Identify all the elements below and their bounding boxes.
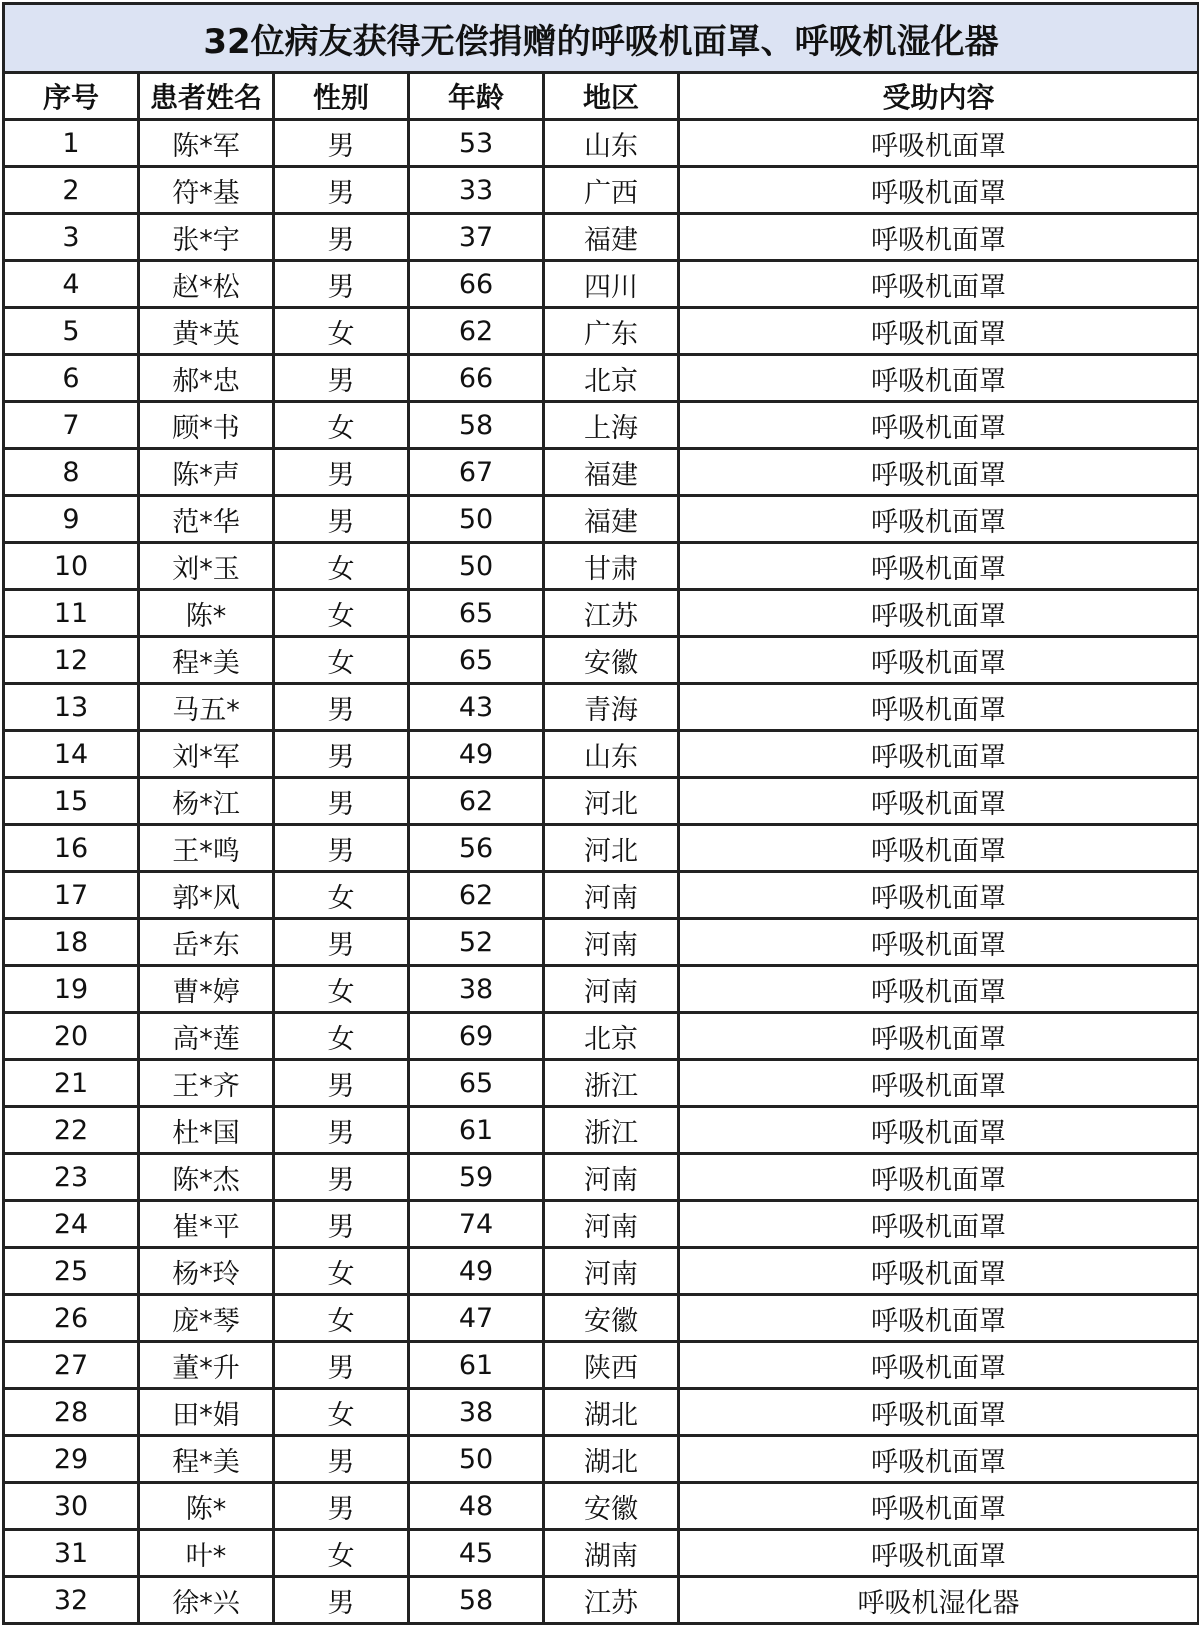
cell-region: 安徽: [544, 637, 679, 684]
table-row: [4, 1577, 1199, 1624]
cell-region: 广西: [544, 167, 679, 214]
cell-index: 26: [4, 1295, 139, 1342]
cell-patient-name: 徐*兴: [139, 1577, 274, 1624]
cell-patient-name: 陈*: [139, 1483, 274, 1530]
cell-patient-name: 高*莲: [139, 1013, 274, 1060]
cell-region: 河南: [544, 872, 679, 919]
cell-age: 65: [409, 637, 544, 684]
table-row: [4, 1389, 1199, 1436]
cell-aid-content: 呼吸机面罩: [679, 684, 1199, 731]
cell-region: 河南: [544, 919, 679, 966]
table-row: [4, 402, 1199, 449]
cell-gender: 女: [274, 966, 409, 1013]
cell-index: 12: [4, 637, 139, 684]
cell-patient-name: 郭*风: [139, 872, 274, 919]
cell-patient-name: 范*华: [139, 496, 274, 543]
cell-index: 22: [4, 1107, 139, 1154]
cell-age: 66: [409, 261, 544, 308]
cell-index: 10: [4, 543, 139, 590]
cell-age: 62: [409, 872, 544, 919]
cell-patient-name: 王*齐: [139, 1060, 274, 1107]
cell-aid-content: 呼吸机面罩: [679, 1107, 1199, 1154]
cell-region: 浙江: [544, 1107, 679, 1154]
cell-age: 66: [409, 355, 544, 402]
cell-index: 8: [4, 449, 139, 496]
cell-aid-content: 呼吸机面罩: [679, 1389, 1199, 1436]
cell-age: 61: [409, 1107, 544, 1154]
header-aid-content: 受助内容: [679, 73, 1199, 120]
table-row: [4, 1295, 1199, 1342]
cell-gender: 男: [274, 684, 409, 731]
table-row: [4, 214, 1199, 261]
cell-gender: 男: [274, 355, 409, 402]
cell-region: 陕西: [544, 1342, 679, 1389]
cell-gender: 男: [274, 919, 409, 966]
cell-aid-content: 呼吸机面罩: [679, 919, 1199, 966]
cell-aid-content: 呼吸机面罩: [679, 120, 1199, 167]
cell-index: 11: [4, 590, 139, 637]
cell-aid-content: 呼吸机面罩: [679, 261, 1199, 308]
cell-index: 5: [4, 308, 139, 355]
cell-index: 6: [4, 355, 139, 402]
cell-gender: 男: [274, 214, 409, 261]
table-title: 32位病友获得无偿捐赠的呼吸机面罩、呼吸机湿化器: [4, 4, 1199, 73]
table-row: [4, 637, 1199, 684]
cell-patient-name: 郝*忠: [139, 355, 274, 402]
table-row: [4, 1060, 1199, 1107]
cell-gender: 男: [274, 167, 409, 214]
cell-aid-content: 呼吸机面罩: [679, 355, 1199, 402]
cell-gender: 男: [274, 449, 409, 496]
cell-gender: 男: [274, 496, 409, 543]
cell-index: 19: [4, 966, 139, 1013]
table-row: [4, 1107, 1199, 1154]
header-age: 年龄: [409, 73, 544, 120]
cell-gender: 女: [274, 402, 409, 449]
cell-aid-content: 呼吸机面罩: [679, 1530, 1199, 1577]
cell-aid-content: 呼吸机面罩: [679, 590, 1199, 637]
table-row: [4, 1248, 1199, 1295]
cell-index: 14: [4, 731, 139, 778]
cell-index: 27: [4, 1342, 139, 1389]
cell-age: 33: [409, 167, 544, 214]
cell-region: 江苏: [544, 590, 679, 637]
cell-gender: 女: [274, 308, 409, 355]
cell-index: 17: [4, 872, 139, 919]
table-row: [4, 825, 1199, 872]
cell-region: 湖南: [544, 1530, 679, 1577]
cell-aid-content: 呼吸机面罩: [679, 1060, 1199, 1107]
cell-region: 四川: [544, 261, 679, 308]
donation-table: [2, 2, 1199, 1625]
cell-region: 湖北: [544, 1389, 679, 1436]
cell-aid-content: 呼吸机面罩: [679, 1295, 1199, 1342]
cell-region: 山东: [544, 120, 679, 167]
cell-index: 4: [4, 261, 139, 308]
cell-patient-name: 赵*松: [139, 261, 274, 308]
cell-index: 21: [4, 1060, 139, 1107]
cell-index: 32: [4, 1577, 139, 1624]
cell-patient-name: 陈*: [139, 590, 274, 637]
cell-index: 25: [4, 1248, 139, 1295]
cell-age: 38: [409, 966, 544, 1013]
cell-gender: 男: [274, 731, 409, 778]
cell-aid-content: 呼吸机面罩: [679, 1154, 1199, 1201]
cell-age: 59: [409, 1154, 544, 1201]
cell-gender: 男: [274, 1436, 409, 1483]
header-patient-name: 患者姓名: [139, 73, 274, 120]
cell-gender: 男: [274, 1201, 409, 1248]
cell-gender: 女: [274, 1295, 409, 1342]
cell-gender: 女: [274, 872, 409, 919]
cell-age: 65: [409, 1060, 544, 1107]
cell-index: 9: [4, 496, 139, 543]
cell-index: 15: [4, 778, 139, 825]
header-row: [4, 73, 1199, 120]
cell-aid-content: 呼吸机湿化器: [679, 1577, 1199, 1624]
cell-age: 62: [409, 308, 544, 355]
cell-region: 甘肃: [544, 543, 679, 590]
table-row: [4, 731, 1199, 778]
table-row: [4, 496, 1199, 543]
cell-aid-content: 呼吸机面罩: [679, 214, 1199, 261]
cell-age: 47: [409, 1295, 544, 1342]
cell-gender: 女: [274, 637, 409, 684]
cell-index: 24: [4, 1201, 139, 1248]
cell-aid-content: 呼吸机面罩: [679, 778, 1199, 825]
table-row: [4, 590, 1199, 637]
cell-index: 7: [4, 402, 139, 449]
cell-index: 2: [4, 167, 139, 214]
table-row: [4, 167, 1199, 214]
cell-patient-name: 田*娟: [139, 1389, 274, 1436]
cell-aid-content: 呼吸机面罩: [679, 308, 1199, 355]
cell-age: 58: [409, 1577, 544, 1624]
cell-gender: 女: [274, 543, 409, 590]
cell-index: 30: [4, 1483, 139, 1530]
cell-patient-name: 刘*军: [139, 731, 274, 778]
cell-patient-name: 张*宇: [139, 214, 274, 261]
cell-patient-name: 杨*江: [139, 778, 274, 825]
cell-age: 49: [409, 1248, 544, 1295]
cell-region: 河北: [544, 825, 679, 872]
cell-index: 3: [4, 214, 139, 261]
cell-aid-content: 呼吸机面罩: [679, 1342, 1199, 1389]
cell-age: 37: [409, 214, 544, 261]
cell-gender: 男: [274, 261, 409, 308]
cell-patient-name: 马五*: [139, 684, 274, 731]
cell-region: 北京: [544, 1013, 679, 1060]
cell-patient-name: 刘*玉: [139, 543, 274, 590]
cell-region: 江苏: [544, 1577, 679, 1624]
cell-aid-content: 呼吸机面罩: [679, 825, 1199, 872]
cell-aid-content: 呼吸机面罩: [679, 496, 1199, 543]
cell-region: 河北: [544, 778, 679, 825]
cell-age: 49: [409, 731, 544, 778]
title-row: [4, 4, 1199, 73]
table-row: [4, 1483, 1199, 1530]
cell-region: 浙江: [544, 1060, 679, 1107]
cell-patient-name: 杜*国: [139, 1107, 274, 1154]
cell-age: 53: [409, 120, 544, 167]
cell-aid-content: 呼吸机面罩: [679, 1436, 1199, 1483]
cell-index: 16: [4, 825, 139, 872]
cell-age: 52: [409, 919, 544, 966]
cell-patient-name: 程*美: [139, 1436, 274, 1483]
cell-patient-name: 曹*婷: [139, 966, 274, 1013]
donation-sheet: [2, 2, 1197, 1641]
table-row: [4, 872, 1199, 919]
cell-gender: 女: [274, 1013, 409, 1060]
cell-patient-name: 叶*: [139, 1530, 274, 1577]
table-row: [4, 1201, 1199, 1248]
cell-patient-name: 王*鸣: [139, 825, 274, 872]
table-row: [4, 966, 1199, 1013]
cell-region: 广东: [544, 308, 679, 355]
cell-age: 69: [409, 1013, 544, 1060]
cell-age: 61: [409, 1342, 544, 1389]
cell-age: 48: [409, 1483, 544, 1530]
cell-age: 50: [409, 1436, 544, 1483]
header-region: 地区: [544, 73, 679, 120]
cell-index: 20: [4, 1013, 139, 1060]
cell-patient-name: 崔*平: [139, 1201, 274, 1248]
cell-region: 福建: [544, 496, 679, 543]
cell-age: 56: [409, 825, 544, 872]
cell-patient-name: 陈*声: [139, 449, 274, 496]
cell-patient-name: 程*美: [139, 637, 274, 684]
table-row: [4, 308, 1199, 355]
cell-patient-name: 顾*书: [139, 402, 274, 449]
cell-gender: 男: [274, 1577, 409, 1624]
cell-index: 29: [4, 1436, 139, 1483]
cell-patient-name: 符*基: [139, 167, 274, 214]
cell-aid-content: 呼吸机面罩: [679, 872, 1199, 919]
table-row: [4, 355, 1199, 402]
cell-aid-content: 呼吸机面罩: [679, 543, 1199, 590]
cell-age: 62: [409, 778, 544, 825]
cell-age: 50: [409, 496, 544, 543]
cell-region: 安徽: [544, 1295, 679, 1342]
cell-gender: 女: [274, 590, 409, 637]
cell-aid-content: 呼吸机面罩: [679, 1248, 1199, 1295]
cell-age: 65: [409, 590, 544, 637]
cell-index: 18: [4, 919, 139, 966]
cell-region: 河南: [544, 1248, 679, 1295]
cell-region: 河南: [544, 966, 679, 1013]
table-row: [4, 1154, 1199, 1201]
cell-aid-content: 呼吸机面罩: [679, 731, 1199, 778]
table-row: [4, 120, 1199, 167]
cell-index: 31: [4, 1530, 139, 1577]
cell-age: 43: [409, 684, 544, 731]
cell-index: 13: [4, 684, 139, 731]
cell-age: 50: [409, 543, 544, 590]
cell-aid-content: 呼吸机面罩: [679, 1201, 1199, 1248]
table-row: [4, 449, 1199, 496]
cell-aid-content: 呼吸机面罩: [679, 637, 1199, 684]
table-row: [4, 543, 1199, 590]
cell-patient-name: 陈*杰: [139, 1154, 274, 1201]
cell-region: 福建: [544, 449, 679, 496]
table-row: [4, 684, 1199, 731]
cell-gender: 男: [274, 1483, 409, 1530]
cell-region: 北京: [544, 355, 679, 402]
cell-region: 上海: [544, 402, 679, 449]
header-index: 序号: [4, 73, 139, 120]
cell-gender: 女: [274, 1530, 409, 1577]
cell-region: 福建: [544, 214, 679, 261]
cell-aid-content: 呼吸机面罩: [679, 966, 1199, 1013]
cell-aid-content: 呼吸机面罩: [679, 402, 1199, 449]
cell-aid-content: 呼吸机面罩: [679, 167, 1199, 214]
cell-gender: 男: [274, 1342, 409, 1389]
cell-region: 河南: [544, 1154, 679, 1201]
cell-patient-name: 庞*琴: [139, 1295, 274, 1342]
cell-patient-name: 黄*英: [139, 308, 274, 355]
cell-region: 安徽: [544, 1483, 679, 1530]
cell-gender: 男: [274, 825, 409, 872]
cell-index: 28: [4, 1389, 139, 1436]
cell-aid-content: 呼吸机面罩: [679, 449, 1199, 496]
cell-gender: 男: [274, 1060, 409, 1107]
cell-age: 67: [409, 449, 544, 496]
cell-age: 45: [409, 1530, 544, 1577]
cell-age: 58: [409, 402, 544, 449]
cell-age: 74: [409, 1201, 544, 1248]
cell-gender: 男: [274, 1154, 409, 1201]
cell-age: 38: [409, 1389, 544, 1436]
table-row: [4, 1342, 1199, 1389]
cell-index: 23: [4, 1154, 139, 1201]
cell-patient-name: 陈*军: [139, 120, 274, 167]
cell-patient-name: 杨*玲: [139, 1248, 274, 1295]
table-row: [4, 1436, 1199, 1483]
cell-gender: 男: [274, 1107, 409, 1154]
cell-region: 湖北: [544, 1436, 679, 1483]
cell-region: 河南: [544, 1201, 679, 1248]
table-row: [4, 1013, 1199, 1060]
cell-aid-content: 呼吸机面罩: [679, 1013, 1199, 1060]
cell-region: 青海: [544, 684, 679, 731]
cell-gender: 女: [274, 1389, 409, 1436]
cell-gender: 男: [274, 120, 409, 167]
cell-patient-name: 董*升: [139, 1342, 274, 1389]
cell-index: 1: [4, 120, 139, 167]
table-row: [4, 778, 1199, 825]
table-row: [4, 1530, 1199, 1577]
cell-gender: 男: [274, 778, 409, 825]
cell-region: 山东: [544, 731, 679, 778]
cell-patient-name: 岳*东: [139, 919, 274, 966]
table-row: [4, 919, 1199, 966]
table-row: [4, 261, 1199, 308]
header-gender: 性别: [274, 73, 409, 120]
cell-aid-content: 呼吸机面罩: [679, 1483, 1199, 1530]
table-body: [4, 120, 1199, 1624]
cell-gender: 女: [274, 1248, 409, 1295]
